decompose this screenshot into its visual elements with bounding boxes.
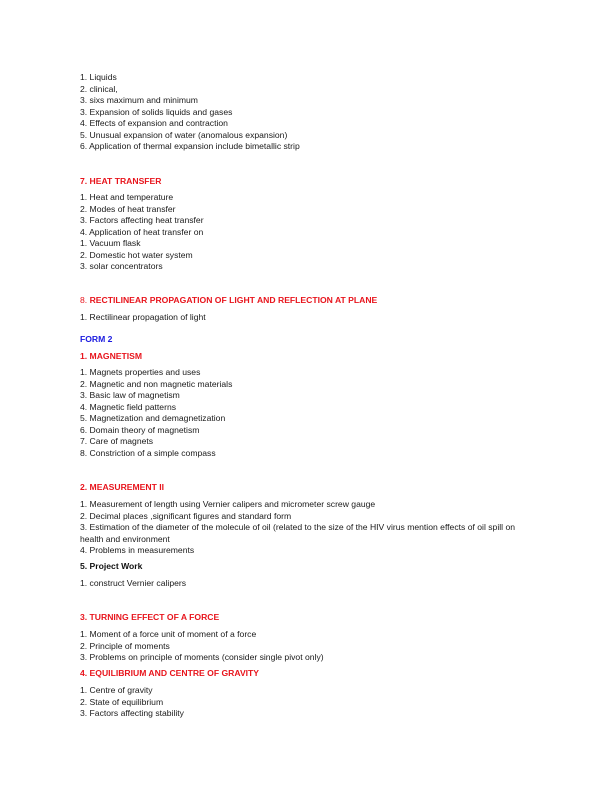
list-item: 3. Factors affecting stability: [80, 708, 184, 718]
list-item: 1. Magnets properties and uses: [80, 367, 201, 377]
list-item: 4. Effects of expansion and contraction: [80, 118, 228, 128]
list-item: 8. Constriction of a simple compass: [80, 447, 216, 458]
list-item: 5. Magnetization and demagnetization: [80, 413, 226, 423]
list-item: 3. Expansion of solids liquids and gases: [80, 106, 233, 117]
list-item: 2. State of equilibrium: [80, 696, 164, 707]
form-label: FORM 2: [80, 334, 113, 344]
list-item: 1. Moment of a force unit of moment of a force: [80, 629, 257, 639]
list-item: 1. Measurement of length using Vernier calipers and micrometer screw gauge: [80, 499, 376, 509]
heading-text: RECTILINEAR PROPAGATION OF LIGHT AND REFLECTION AT PLANE: [89, 295, 378, 305]
list-item: 7. Care of magnets: [80, 436, 154, 446]
list-item: 4. Problems in measurements: [80, 545, 195, 555]
list-item: 1. Heat and temperature: [80, 192, 174, 202]
list-item: 1. Vacuum flask: [80, 238, 141, 248]
list-item: 2. Decimal places ,significant figures and standard form: [80, 510, 292, 521]
section-heading-heat-transfer: 7. HEAT TRANSFER: [80, 176, 162, 186]
list-item: 3. sixs maximum and minimum: [80, 95, 198, 105]
section-heading-light: [80, 295, 377, 307]
section-heading-measurement: 2. MEASUREMENT II: [80, 482, 165, 492]
list-item: 2. Principle of moments: [80, 640, 170, 651]
list-item: 2. clinical,: [80, 83, 118, 94]
heading-number: 8.: [80, 295, 90, 305]
section-heading-turning-effect: 3. TURNING EFFECT OF A FORCE: [80, 612, 220, 622]
section-heading-magnetism: 1. MAGNETISM: [80, 351, 143, 361]
list-item: 3. Problems on principle of moments (consider single pivot only): [80, 652, 324, 662]
list-item: 1. Liquids: [80, 72, 117, 82]
list-item: 6. Application of thermal expansion include bimetallic strip: [80, 141, 300, 151]
list-item: 3. Factors affecting heat transfer: [80, 215, 204, 225]
list-item: 3. Estimation of the diameter of the molecule of oil (related to the size of the HIV virus mention effects of oil spill on health and environment: [80, 522, 515, 544]
list-item: 2. Magnetic and non magnetic materials: [80, 378, 233, 389]
list-item: 1. Rectilinear propagation of light: [80, 312, 206, 322]
list-item: 3. Basic law of magnetism: [80, 390, 180, 400]
list-item: 3. solar concentrators: [80, 261, 163, 271]
list-item: 1. construct Vernier calipers: [80, 578, 187, 588]
list-item: 5. Unusual expansion of water (anomalous expansion): [80, 129, 288, 140]
list-item: 4. Magnetic field patterns: [80, 401, 177, 412]
project-work-heading: 5. Project Work: [80, 561, 143, 571]
list-item: 2. Modes of heat transfer: [80, 203, 176, 214]
list-item: 4. Application of heat transfer on: [80, 226, 204, 237]
section-heading-equilibrium: 4. EQUILIBRIUM AND CENTRE OF GRAVITY: [80, 668, 260, 678]
list-item: 2. Domestic hot water system: [80, 249, 193, 260]
list-item: 1. Centre of gravity: [80, 685, 153, 695]
list-item: 6. Domain theory of magnetism: [80, 424, 200, 435]
